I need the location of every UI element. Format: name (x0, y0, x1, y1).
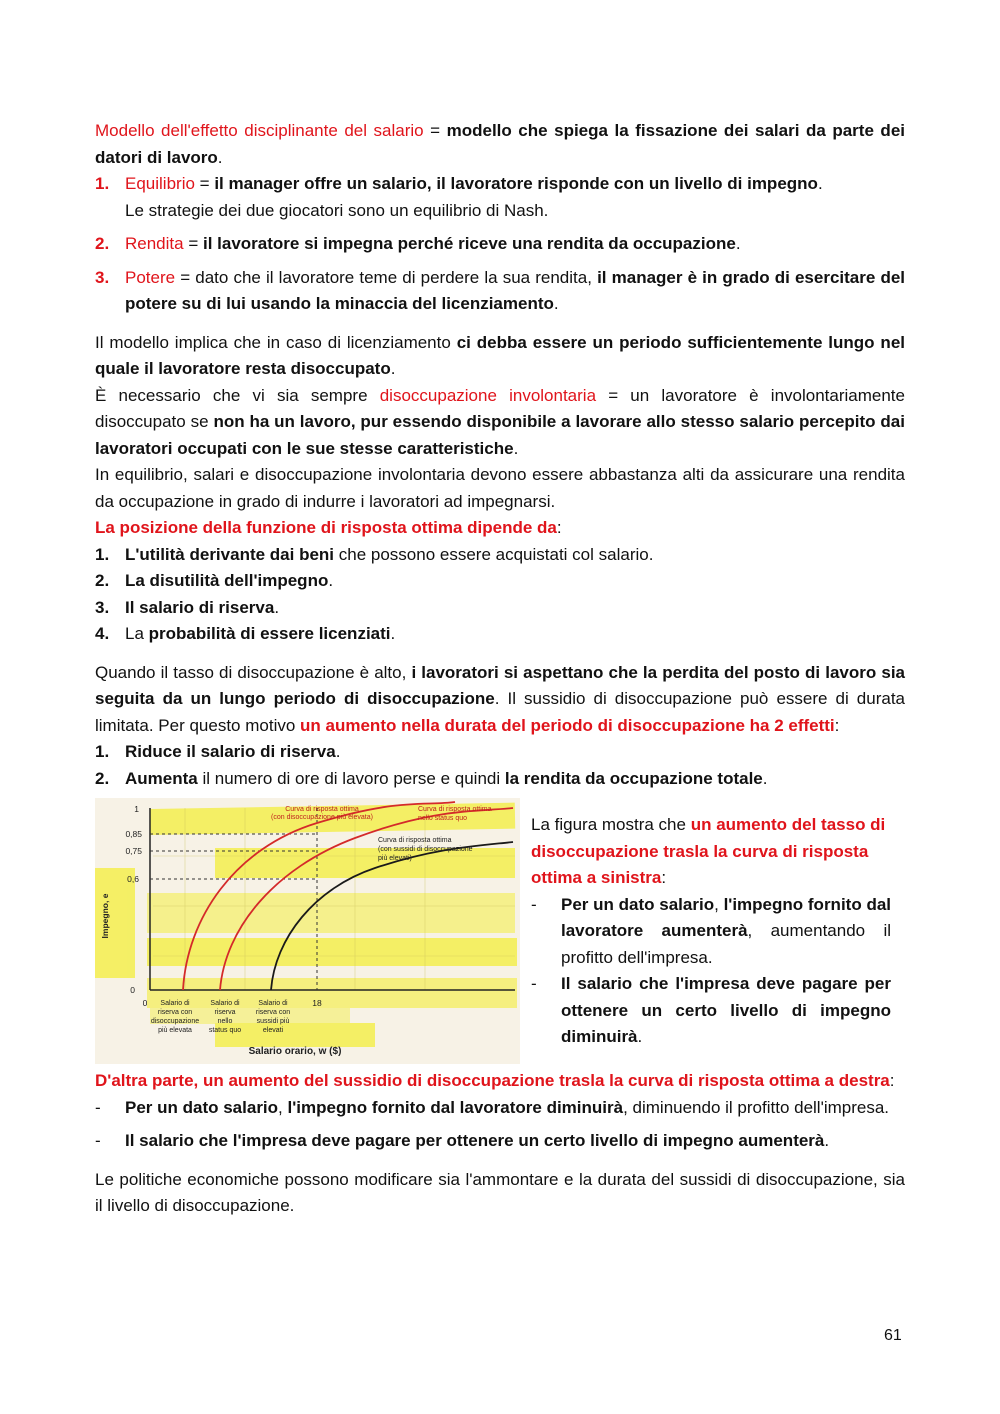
svg-text:status quo: status quo (208, 1027, 242, 1034)
intro-definition: modello che spiega la fissazione dei salari da parte dei datori di lavoro (95, 121, 905, 167)
list-item: 3. Potere = dato che il lavoratore teme di perdere la sua rendita, il manager è in grado di esercitare del potere su di lui usando la minaccia del licenziamento. (95, 267, 906, 313)
svg-text:elevati: elevati (262, 1027, 284, 1034)
paragraph: Le politiche economiche possono modificare sia l'ammontare e la durata del sussidi di disoccupazione, sia il livello di disoccupazione. (95, 1169, 905, 1215)
y-tick: 0,85 (125, 829, 142, 839)
svg-text:riserva con: riserva con (255, 1009, 291, 1016)
svg-text:sussidi più: sussidi più (256, 1018, 290, 1025)
svg-text:nello: nello (217, 1018, 233, 1025)
curve-label-higher-unemployment (271, 806, 373, 821)
list-item: - Il salario che l'impresa deve pagare per ottenere un certo livello di impegno diminuirà. (531, 974, 891, 1046)
y-tick: 0,75 (125, 846, 142, 856)
y-axis-label: Impegno, e (100, 893, 110, 939)
paragraph: È necessario che vi sia sempre disoccupazione involontaria = un lavoratore è involontariamente disoccupato se non ha un lavoro, pur essendo disponibile a lavorare allo stesso salario percepito dai lavoratori occupati con le sue stesse caratteristiche. (95, 385, 905, 458)
benefit-effects-list (95, 1095, 905, 1155)
intro-term: Modello dell'effetto disciplinante del salario (95, 121, 424, 140)
svg-text:Curva di risposta ottima: Curva di risposta ottima (378, 837, 452, 844)
x-tick: 0 (142, 998, 148, 1008)
svg-text:più elevati): più elevati) (378, 855, 412, 862)
list-item: 1. Riduce il salario di riserva. (95, 742, 341, 761)
paragraph: In equilibrio, salari e disoccupazione involontaria devono essere abbastanza alti da assicurare una rendita da occupazione in grado di indurre i lavoratori ad impegnarsi. (95, 465, 905, 511)
paragraph: D'altra parte, un aumento del sussidio di disoccupazione trasla la curva di risposta ottima a destra: (95, 1071, 895, 1090)
best-response-figure (95, 798, 520, 1064)
x-axis-label: Salario orario, w ($) (248, 1046, 342, 1057)
factors-list (95, 542, 905, 648)
y-tick: 0,6 (127, 874, 139, 884)
svg-text:Salario di: Salario di (210, 1000, 240, 1007)
list-item: 2. Aumenta il numero di ore di lavoro perse e quindi la rendita da occupazione totale. (95, 768, 768, 788)
y-tick: 1 (134, 804, 139, 814)
list-item: 3. Il salario di riserva. (95, 597, 280, 617)
svg-text:Salario di: Salario di (258, 1000, 288, 1007)
page-number: 61 (884, 1327, 902, 1344)
svg-text:riserva con: riserva con (157, 1009, 193, 1016)
y-tick: 0 (130, 985, 135, 995)
list-item: 1. Equilibrio = il manager offre un salario, il lavoratore risponde con un livello di impegno. Le strategie dei due giocatori sono un equilibrio di Nash. (95, 174, 823, 220)
figure-svg (95, 798, 520, 1064)
paragraph: Il modello implica che in caso di licenziamento ci debba essere un periodo sufficientemente lungo nel quale il lavoratore resta disoccupato. (95, 332, 905, 378)
list-item: 4. La probabilità di essere licenziati. (95, 624, 396, 643)
model-list (95, 171, 905, 318)
svg-text:più elevata: più elevata (158, 1027, 192, 1034)
list-item: - Il salario che l'impresa deve pagare per ottenere un certo livello di impegno aumenterà. (95, 1131, 830, 1150)
svg-text:Curva di risposta ottima: Curva di risposta ottima (418, 806, 492, 813)
svg-text:Salario di: Salario di (160, 1000, 190, 1007)
paragraph: La posizione della funzione di risposta ottima dipende da: (95, 518, 562, 537)
figure-description (531, 812, 891, 1051)
svg-text:disoccupazione: disoccupazione (150, 1018, 200, 1025)
paragraph: Quando il tasso di disoccupazione è alto, i lavoratori si aspettano che la perdita del posto di lavoro sia seguita da un lungo periodo di disoccupazione. Il sussidio di disoccupazione può essere di durata limitata. Per questo motivo un aumento nella durata del periodo di disoccupazione ha 2 effetti: (95, 662, 906, 735)
list-item: - Per un dato salario, l'impegno fornito dal lavoratore diminuirà, diminuendo il profitto dell'impresa. (95, 1097, 890, 1117)
list-item: 2. La disutilità dell'impegno. (95, 571, 334, 590)
svg-text:Curva di risposta ottima: Curva di risposta ottima (285, 806, 359, 813)
svg-text:nello status quo: nello status quo (418, 815, 468, 822)
list-item: - Per un dato salario, l'impegno fornito dal lavoratore aumenterà, aumentando il profitto dell'impresa. (531, 894, 892, 967)
effects-list (95, 739, 905, 792)
list-item: 1. L'utilità derivante dai beni che possono essere acquistati col salario. (95, 544, 654, 564)
list-item: 2. Rendita = il lavoratore si impegna perché riceve una rendita da occupazione. (95, 234, 741, 253)
figure-row (95, 798, 905, 1068)
svg-text:(con disoccupazione più elevat: (con disoccupazione più elevata) (271, 814, 373, 821)
paragraph: La figura mostra che un aumento del tasso di disoccupazione trasla la curva di risposta ottima a sinistra: (531, 815, 886, 887)
x-tick: 18 (312, 998, 322, 1008)
figure-effects-list (531, 892, 891, 1051)
svg-text:(con sussidi di disoccupazione: (con sussidi di disoccupazione (378, 846, 473, 853)
intro-paragraph: Modello dell'effetto disciplinante del salario = modello che spiega la fissazione dei salari da parte dei datori di lavoro. (95, 121, 905, 167)
svg-text:riserva: riserva (214, 1009, 236, 1016)
page-content (95, 118, 905, 1220)
